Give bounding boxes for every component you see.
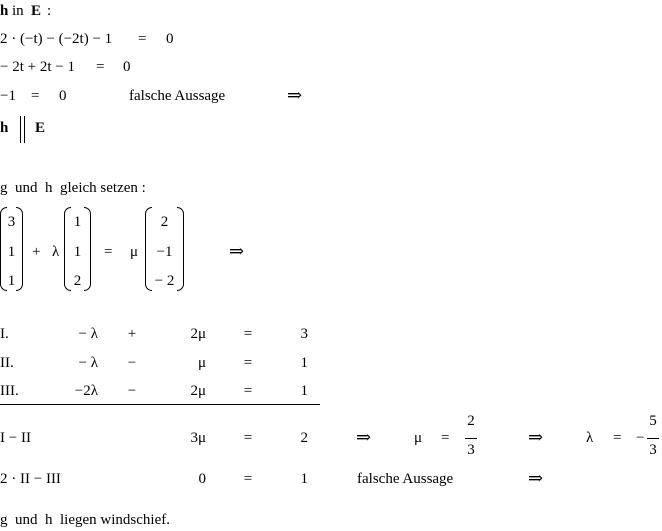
equals-sign: =: [243, 326, 253, 342]
operator: −: [127, 383, 137, 399]
eq2-lhs: − 2t + 2t − 1: [0, 59, 75, 75]
equals-sign: =: [441, 430, 450, 446]
vector-3-1-1: [0, 207, 23, 291]
heading-equate: g und h gleich setzen :: [0, 180, 146, 196]
var-h: h: [0, 3, 9, 19]
lambda-term: − λ: [78, 355, 98, 371]
implies-arrow-icon: ⇒: [528, 427, 544, 447]
lambda-term: − λ: [78, 326, 98, 342]
equals-sign: =: [243, 383, 253, 399]
parallel-bar-left: [20, 116, 21, 143]
vector-entry: 1: [7, 244, 16, 260]
implies-arrow-icon: ⇒: [356, 427, 372, 447]
mu-term: μ: [197, 355, 206, 371]
row-label: I − II: [0, 430, 31, 446]
eq3-rhs: 0: [59, 88, 67, 104]
parallel-bar-right: [24, 116, 25, 143]
rhs-value: 1: [300, 383, 308, 399]
row-label: 2 · II − III: [0, 471, 61, 487]
mu-term: 3μ: [190, 430, 206, 446]
equals-sign: =: [243, 355, 253, 371]
eq2-rhs: 0: [123, 59, 131, 75]
vector-entry: 3: [7, 214, 16, 230]
var-h: h: [0, 120, 9, 136]
eq1-lhs: 2 · (−t) − (−2t) − 1: [0, 31, 113, 47]
fraction-bar: [465, 438, 477, 439]
rhs-value: 1: [300, 471, 308, 487]
eq3-note: falsche Aussage: [129, 88, 226, 104]
false-statement-note: falsche Aussage: [357, 471, 454, 487]
rhs-value: 2: [300, 430, 308, 446]
row-label: III.: [0, 383, 19, 399]
word-in: in: [12, 3, 24, 19]
vector-entry: − 2: [154, 273, 175, 289]
vector-entry: 2: [160, 214, 169, 230]
vector-entry: −1: [156, 244, 173, 260]
row-label: I.: [0, 326, 9, 342]
row-label: II.: [0, 355, 14, 371]
operator: +: [127, 326, 137, 342]
rhs-value: 3: [300, 326, 308, 342]
eq3-lhs: −1: [0, 88, 16, 104]
mu-term: 2μ: [190, 383, 206, 399]
implies-arrow-icon: ⇒: [229, 241, 245, 261]
var-e: E: [35, 120, 46, 136]
equals-sign: =: [613, 430, 622, 446]
vector-entry: 1: [73, 214, 82, 230]
lambda-symbol: λ: [52, 244, 60, 260]
fraction-denominator: 3: [649, 442, 657, 458]
rhs-value: 1: [300, 355, 308, 371]
plus-sign: +: [32, 244, 41, 260]
vector-entry: 2: [73, 273, 82, 289]
vector-entry: 1: [7, 273, 16, 289]
mu-symbol: μ: [414, 430, 423, 446]
separator-line: [0, 404, 320, 405]
vector-1-1-2: [64, 207, 91, 291]
var-e: E: [31, 3, 42, 19]
fraction-numerator: 5: [649, 413, 657, 429]
eq3-equals: =: [31, 88, 40, 104]
lambda-term: −2λ: [74, 383, 98, 399]
fraction-numerator: 2: [467, 413, 475, 429]
equals-sign: =: [243, 430, 253, 446]
vector-2-neg1-neg2: [145, 207, 184, 291]
eq1-rhs: 0: [166, 31, 174, 47]
vector-entry: 1: [73, 244, 82, 260]
equals-sign: =: [243, 471, 253, 487]
minus-sign: −: [636, 430, 645, 446]
lambda-symbol: λ: [586, 430, 594, 446]
mu-symbol: μ: [130, 244, 139, 260]
eq1-equals: =: [138, 31, 147, 47]
equals-sign: =: [104, 244, 113, 260]
mu-term: 2μ: [190, 326, 206, 342]
eq2-equals: =: [96, 59, 105, 75]
implies-arrow-icon: ⇒: [528, 468, 544, 488]
fraction-bar: [647, 438, 659, 439]
mu-term: 0: [198, 471, 206, 487]
fraction-denominator: 3: [467, 442, 475, 458]
final-conclusion: g und h liegen windschief.: [0, 512, 170, 528]
operator: −: [127, 355, 137, 371]
implies-arrow-icon: ⇒: [287, 85, 303, 105]
colon: :: [47, 3, 52, 19]
